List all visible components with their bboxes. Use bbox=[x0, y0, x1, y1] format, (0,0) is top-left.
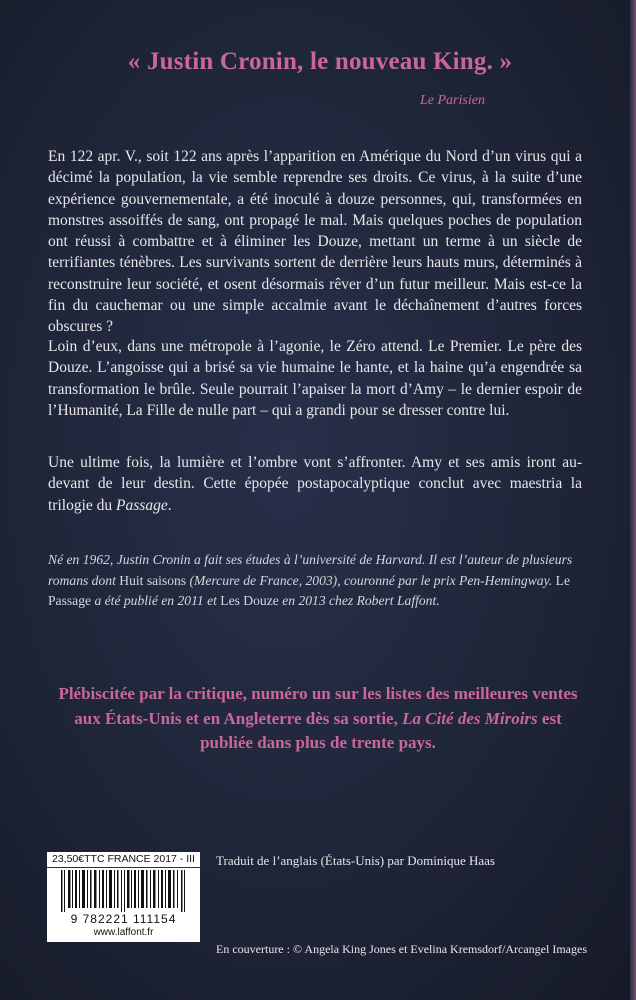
press-quote: « Justin Cronin, le nouveau King. » bbox=[127, 48, 513, 75]
promo-part-b: est publiée dans plus de trente pays. bbox=[200, 708, 562, 753]
promo-part-a: Plébiscitée par la critique, numéro un sur les listes des meilleures ventes aux États-Unis et en Angleterre dès sa sortie, bbox=[58, 684, 578, 728]
trilogy-title: Passage bbox=[116, 496, 168, 514]
author-bio bbox=[48, 550, 582, 612]
synopsis-p3-text: Une ultime fois, la lumière et l’ombre vont s’affronter. Amy et ses amis iront au-devant de leur destin. Cette épopée postapocalyptique conclut avec maestria la trilogie du bbox=[48, 454, 582, 514]
price-label: 23,50€TTC FRANCE 2017 - III bbox=[47, 852, 200, 868]
bio-part-e: a été publié en 2011 et bbox=[91, 593, 221, 609]
publisher-website: www.laffont.fr bbox=[93, 927, 154, 938]
synopsis-p3-end: . bbox=[167, 496, 172, 514]
synopsis-paragraph-3 bbox=[48, 452, 582, 516]
bio-title-huit-saisons: Huit saisons bbox=[119, 572, 187, 588]
bio-title-le-passage: Le Passage bbox=[48, 572, 571, 609]
cover-image-credit: En couverture : © Angela King Jones et Evelina Kremsdorf/Arcangel Images bbox=[216, 942, 587, 956]
book-title: La Cité des Miroirs bbox=[402, 708, 538, 728]
synopsis-paragraph-2: Loin d’eux, dans une métropole à l’agonie, le Zéro attend. Le Premier. Le père des Douze. L’angoisse qui a brisé sa vie humaine le hante, et la haine qu’a engendrée sa transformation le brûle. Seule pourrait l’apaiser la mort d’Amy – le dernier espoir de l’Humanité, La Fille de nulle part – qui a grandi pour se dresser contre lui. bbox=[48, 338, 582, 419]
synopsis-paragraph-1: En 122 apr. V., soit 122 ans après l’apparition en Amérique du Nord d’un virus qui a décimé la population, la vie semble reprendre ses droits. Ce virus, à la suite d’une expérience gouvernementale, a été inoculé à douze personnes, qui, transformées en monstres assoiffés de sang, ont propagé le mal. Mais quelques poches de population ont réussi à combattre et à éliminer les Douze, mettant un terme à un siècle de terrifiantes ténèbres. Les survivants sortent de derrière leurs hauts murs, déterminés à reconstruire leur société, et osent désormais rêver d’un futur meilleur. Mais est-ce la fin du cauchemar ou une simple accalmie avant le déchaînement d’autres forces obscures ? bbox=[48, 148, 582, 336]
barcode-graphic bbox=[59, 870, 189, 912]
barcode-label bbox=[47, 852, 200, 942]
translator-credit: Traduit de l’anglais (États-Unis) par Dominique Haas bbox=[216, 853, 495, 868]
isbn-number: 9 782221 111154 bbox=[70, 912, 177, 926]
spine-edge bbox=[630, 0, 636, 1000]
bio-part-g: en 2013 chez Robert Laffont. bbox=[278, 593, 440, 609]
promo-blurb bbox=[48, 682, 588, 756]
bio-title-les-douze: Les Douze bbox=[220, 593, 279, 609]
quote-source: Le Parisien bbox=[420, 93, 485, 108]
bio-part-c: (Mercure de France, 2003), couronné par le prix Pen-Hemingway. bbox=[186, 572, 556, 588]
bio-part-a: Né en 1962, Justin Cronin a fait ses études à l’université de Harvard. Il est l’auteur de plusieurs romans dont bbox=[48, 552, 573, 588]
